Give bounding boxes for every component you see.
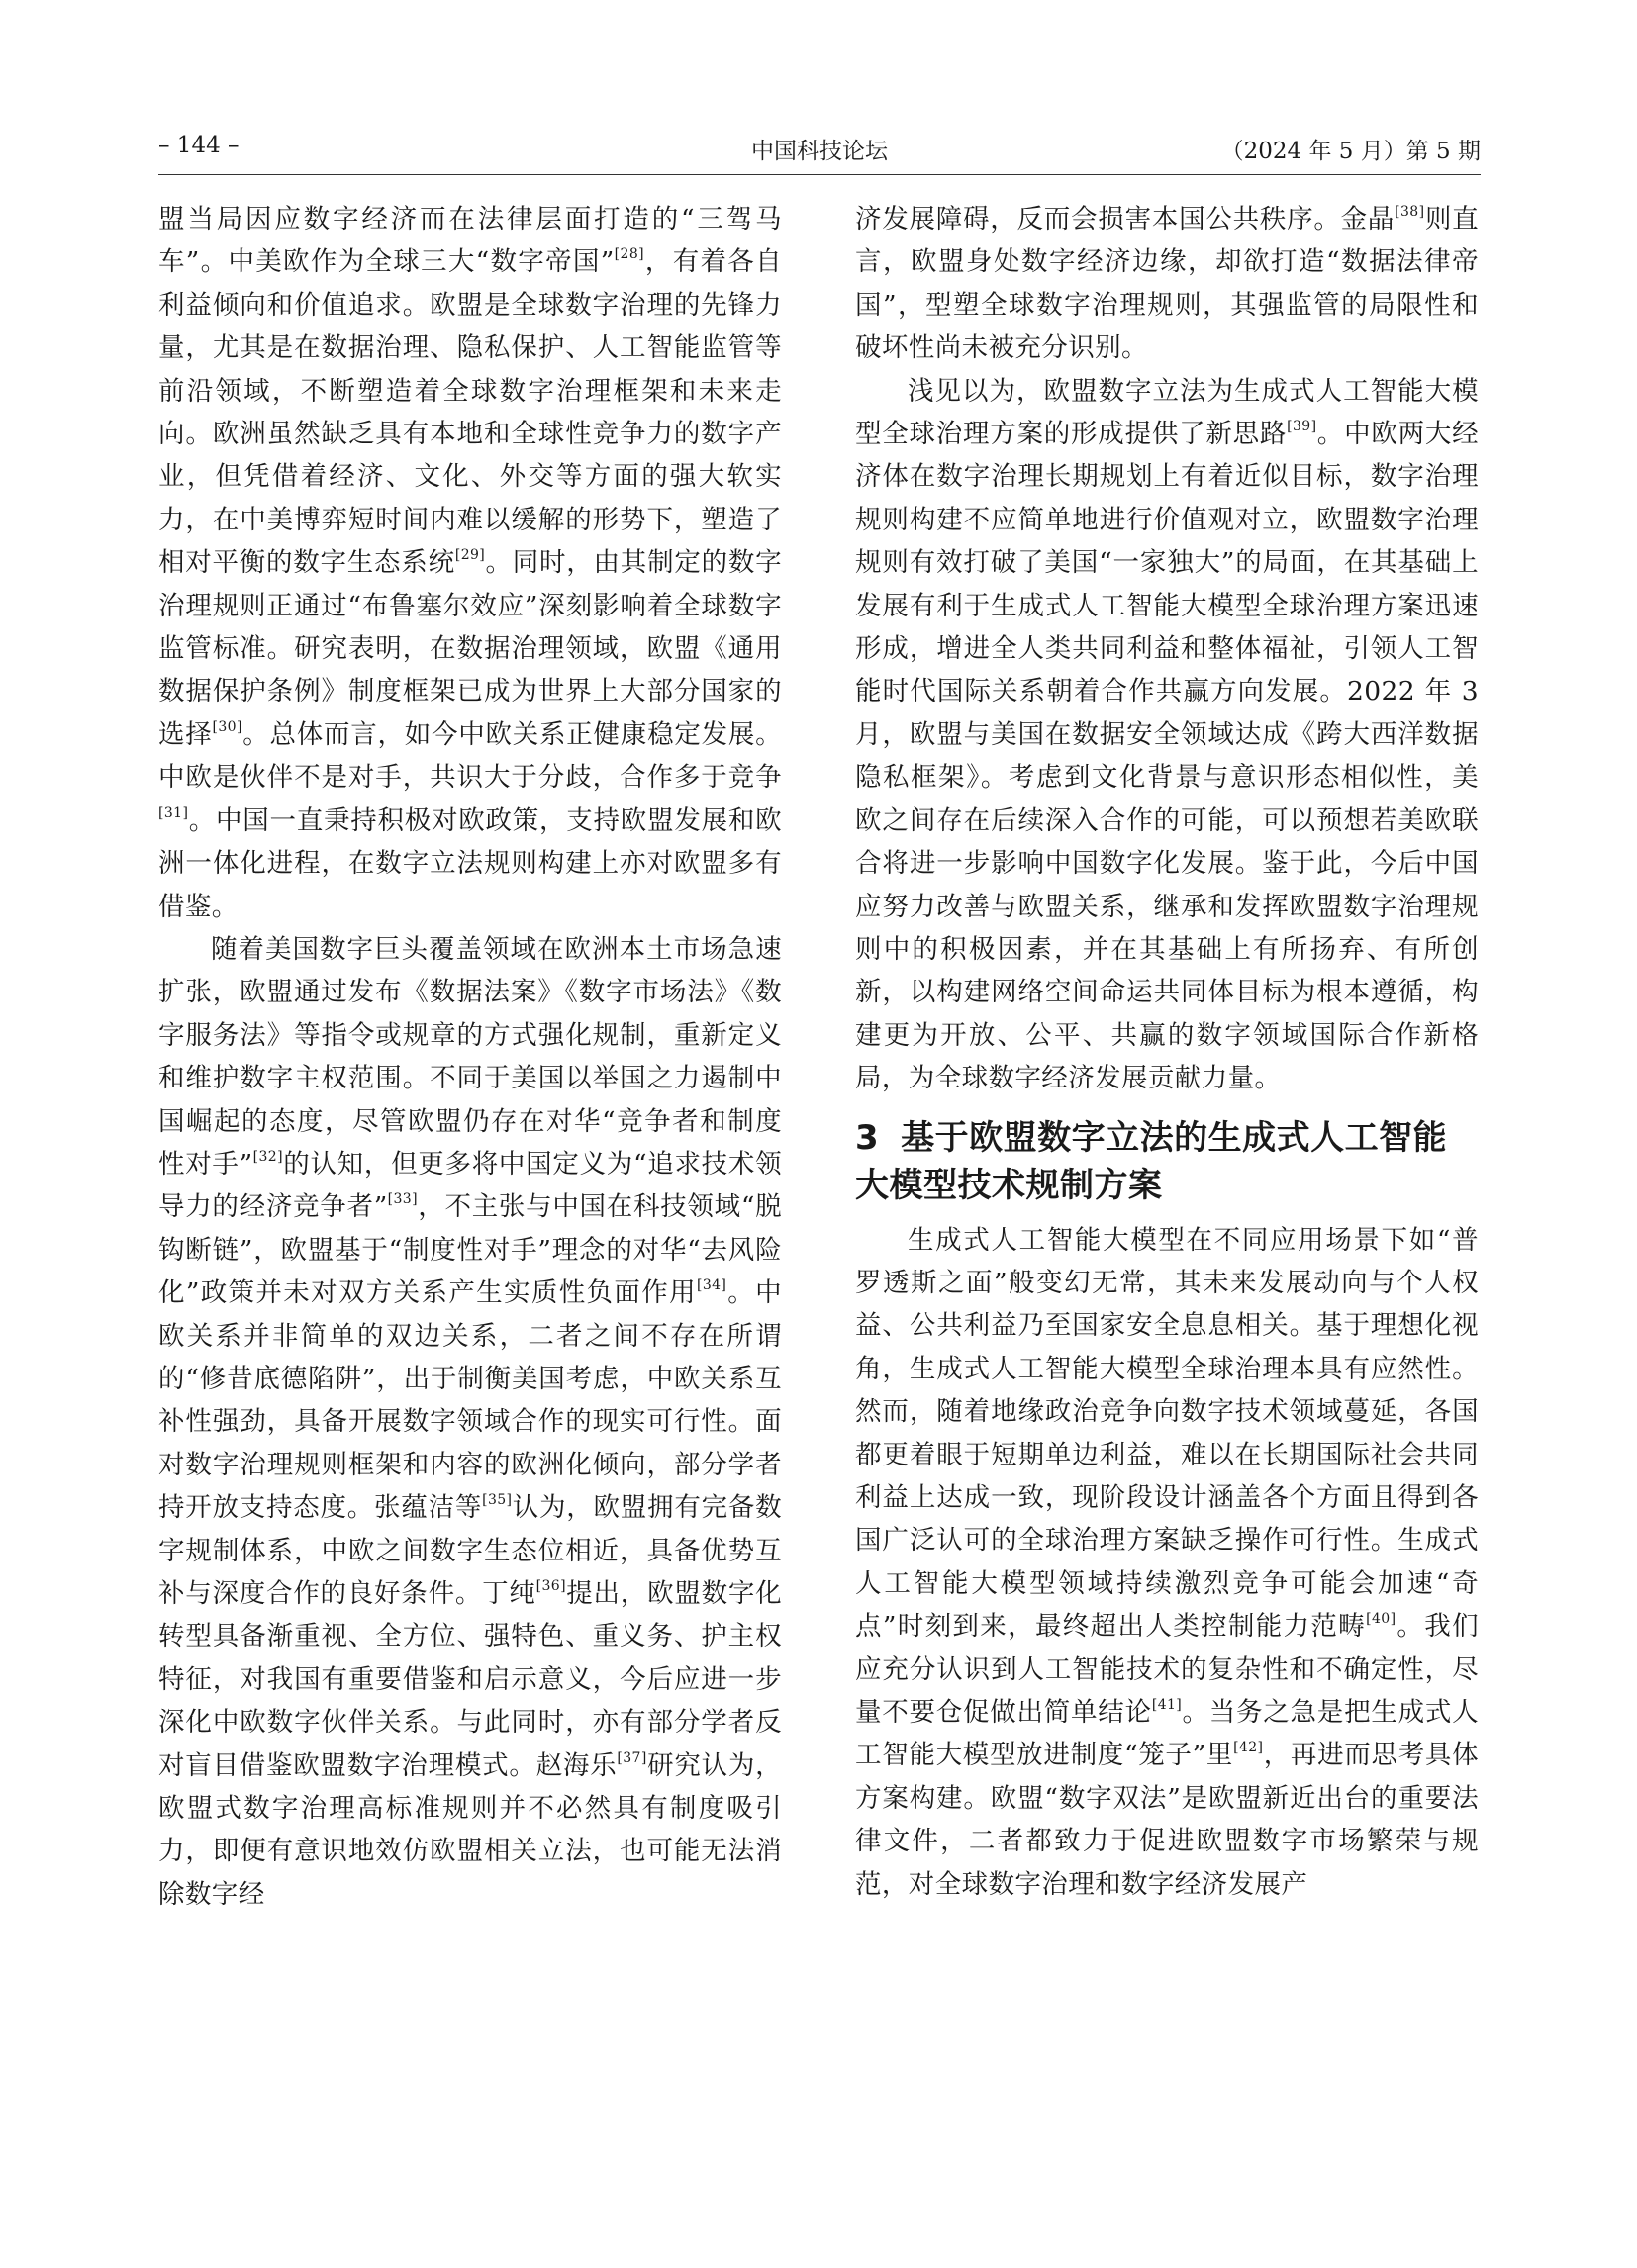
text-run: 。当务之急是把生成式人工智能大模型放进制度“笼子”里 (855, 1697, 1479, 1771)
text-run: 浅见以为，欧盟数字立法为生成式人工智能大模型全球治理方案的形成提供了新思路 (855, 375, 1479, 450)
text-run: ，有着各自利益倾向和价值追求。欧盟是全球数字治理的先锋力量，尤其是在数据治理、隐私保护、人工智能监管等前沿领域，不断塑造着全球数字治理框架和未来走向。欧洲虽然缺乏具有本地和全球性竞争力的数字产业，但凭借着经济、文化、外交等方面的强大软实力，在中美博弈短时间内难以缓解的形势下，塑造了相对平衡的数字生态系统 (158, 246, 783, 579)
paragraph (855, 370, 1479, 1100)
text-run: 。同时，由其制定的数字治理规则正通过“布鲁塞尔效应”深刻影响着全球数字监管标准。研究表明，在数据治理领域，欧盟《通用数据保护条例》制度框架已成为世界上大部分国家的选择 (158, 547, 782, 750)
citation: [31] (158, 804, 189, 821)
text-run: 。总体而言，如今中欧关系正健康稳定发展。中欧是伙伴不是对手，共识大于分歧，合作多于竞争 (158, 718, 782, 794)
text-run: 。我们应充分认识到人工智能技术的复杂性和不确定性，尽量不要仓促做出简单结论 (855, 1611, 1479, 1728)
paragraph (158, 928, 782, 1916)
citation: [40] (1366, 1611, 1396, 1628)
text-run: 。中欧两大经济体在数字治理长期规划上有着近似目标，数字治理规则构建不应简单地进行价值观对立，欧盟数字治理规则有效打破了美国“一家独大”的局面，在其基础上发展有利于生成式人工智能大模型全球治理方案迅速形成，增进全人类共同利益和整体福祉，引领人工智能时代国际关系朝着合作共赢方向发展。2022 年 3 月，欧盟与美国在数据安全领域达成《跨大西洋数据隐私框架》。考虑到文化背景与意识形态相似性，美欧之间存在后续深入合作的可能，可以预想若美欧联合将进一步影响中国数字化发展。鉴于此，今后中国应努力改善与欧盟关系，继承和发挥欧盟数字治理规则中的积极因素，并在其基础上有所扬弃、有所创新，以构建网络空间命运共同体目标为根本遵循，构建更为开放、公平、共赢的数字领域国际合作新格局，为全球数字经济发展贡献力量。 (855, 419, 1479, 1094)
page-number: – 144 – (158, 133, 240, 158)
paragraph (855, 198, 1479, 370)
text-run: 则直言，欧盟身处数字经济边缘，却欲打造“数据法律帝国”，型塑全球数字治理规则，其强监管的局限性和破坏性尚未被充分识别。 (855, 204, 1479, 364)
header-rule (158, 174, 1481, 175)
right-column (855, 198, 1479, 1906)
section-title: 基于欧盟数字立法的生成式人工智能大模型技术规制方案 (855, 1117, 1448, 1205)
text-run: 生成式人工智能大模型在不同应用场景下如“普罗透斯之面”般变幻无常，其未来发展动向与个人权益、公共利益乃至国家安全息息相关。基于理想化视角，生成式人工智能大模型全球治理本具有应然性。然而，随着地缘政治竞争向数字技术领域蔓延，各国都更着眼于短期单边利益，难以在长期国际社会共同利益上达成一致，现阶段设计涵盖各个方面且得到各国广泛认可的全球治理方案缺乏操作可行性。生成式人工智能大模型领域持续激烈竞争可能会加速“奇点”时刻到来，最终超出人类控制能力范畴 (855, 1224, 1479, 1643)
citation: [35] (482, 1492, 513, 1509)
section-number: 3 (855, 1117, 880, 1158)
text-run: 济发展障碍，反而会损害本国公共秩序。金晶 (855, 204, 1396, 235)
citation: [32] (252, 1148, 283, 1165)
paragraph (855, 1219, 1479, 1907)
paragraph (158, 198, 782, 928)
text-run: 的认知，但更多将中国定义为“追求技术领导力的经济竞争者” (158, 1148, 782, 1223)
citation: [39] (1287, 419, 1317, 435)
citation: [37] (617, 1749, 647, 1766)
journal-name: 中国科技论坛 (751, 139, 888, 164)
citation: [42] (1233, 1740, 1264, 1756)
text-run: 随着美国数字巨头覆盖领域在欧洲本土市场急速扩张，欧盟通过发布《数据法案》《数字市场法》《数字服务法》等指令或规章的方式强化规制，重新定义和维护数字主权范围。不同于美国以举国之力遏制中国崛起的态度，尽管欧盟仍存在对华“竞争者和制度性对手” (158, 933, 782, 1180)
text-run: 。中国一直秉持积极对欧政策，支持欧盟发展和欧洲一体化进程，在数字立法规则构建上亦对欧盟多有借鉴。 (158, 804, 782, 922)
text-run: 。中欧关系并非简单的双边关系，二者之间不存在所谓的“修昔底德陷阱”，出于制衡美国考虑，中欧关系互补性强劲，具备开展数字领域合作的现实可行性。面对数字治理规则框架和内容的欧洲化倾向，部分学者持开放支持态度。张蕴洁等 (158, 1277, 782, 1524)
citation: [38] (1395, 204, 1425, 220)
citation: [30] (212, 718, 242, 735)
citation: [33] (387, 1191, 418, 1208)
citation: [34] (696, 1277, 727, 1294)
text-run: ，不主张与中国在科技领域“脱钩断链”，欧盟基于“制度性对手”理念的对华“去风险化”政策并未对双方关系产生实质性负面作用 (158, 1191, 782, 1309)
text-run: 认为，欧盟拥有完备数字规制体系，中欧之间数字生态位相近，具备优势互补与深度合作的良好条件。丁纯 (158, 1492, 782, 1609)
section-heading (855, 1114, 1479, 1209)
citation: [29] (454, 547, 486, 564)
citation: [28] (614, 246, 644, 263)
issue-info: （2024 年 5 月）第 5 期 (1220, 139, 1481, 164)
left-column (158, 198, 782, 1916)
text-run: ，再进而思考具体方案构建。欧盟“数字双法”是欧盟新近出台的重要法律文件，二者都致力于促进欧盟数字市场繁荣与规范，对全球数字治理和数字经济发展产 (855, 1740, 1479, 1900)
running-header (158, 133, 1481, 172)
citation: [36] (535, 1578, 566, 1594)
citation: [41] (1151, 1697, 1183, 1713)
text-run: 盟当局因应数字经济而在法律层面打造的“三驾马车”。中美欧作为全球三大“数字帝国” (158, 204, 782, 278)
text-run: 研究认为，欧盟式数字治理高标准规则并不必然具有制度吸引力，即便有意识地效仿欧盟相关立法，也可能无法消除数字经 (158, 1749, 783, 1910)
text-run: 提出，欧盟数字化转型具备渐重视、全方位、强特色、重义务、护主权特征，对我国有重要借鉴和启示意义，今后应进一步深化中欧数字伙伴关系。与此同时，亦有部分学者反对盲目借鉴欧盟数字治理模式。赵海乐 (158, 1578, 782, 1781)
